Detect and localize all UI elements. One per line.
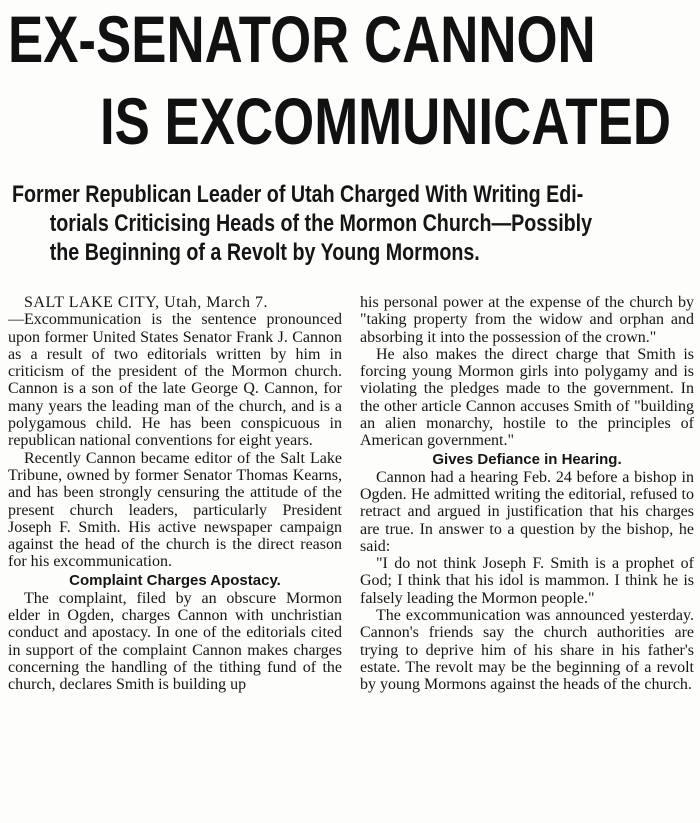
article-dateline-paragraph (8, 294, 342, 311)
article-paragraph-4: He also makes the direct charge that Smith is forcing young Mormon girls into polygamy and is violating the pledges made to the government. In the other article Cannon accuses Smith of "building an alien monarchy, hostile to the principles of American government." (360, 345, 694, 450)
article-paragraph-2: Recently Cannon became editor of the Salt Lake Tribune, owned by former Senator Thomas Kearns, and has been strongly censuring the attitude of the present church leaders, particularly President Joseph F. Smith. His active newspaper campaign against the head of the church is the direct reason for his excommunication. (8, 449, 342, 571)
dateline: SALT LAKE CITY, Utah, March 7. (24, 294, 269, 311)
article-column-left (8, 294, 342, 694)
article-paragraph-3: The complaint, filed by an obscure Mormon elder in Ogden, charges Cannon with unchristian conduct and apostacy. In one of the editorials cited in support of the complaint Cannon makes charges concerning the handling of the tithing fund of the church, declares Smith is building up (8, 589, 342, 694)
headline-line-2: IS EXCOMMUNICATED (100, 84, 672, 158)
article-paragraph-7: The excommunication was announced yesterday. Cannon's friends say the church authorities are trying to deprive him of his share in his father's estate. The revolt may be the beginning of a revolt by young Mormons against the heads of the church. (360, 607, 694, 694)
deck-line-1: Former Republican Leader of Utah Charged With Writing Edi- (12, 181, 584, 208)
section-subhead-complaint: Complaint Charges Apostacy. (69, 571, 281, 589)
deck-line-2: torials Criticising Heads of the Mormon Church—Possibly (49, 210, 593, 237)
headline-line-1: EX-SENATOR CANNON (8, 2, 596, 76)
deck-line-3: the Beginning of a Revolt by Young Mormons. (49, 239, 480, 266)
article-column-right (360, 294, 694, 694)
article-paragraph-5: Cannon had a hearing Feb. 24 before a bishop in Ogden. He admitted writing the editorial, refused to retract and argued in justification that his charges are true. In answer to a question by the bishop, he said: (360, 468, 694, 555)
article-paragraph-1: —Excommunication is the sentence pronounced upon former United States Senator Frank J. Cannon as a result of two editorials written by him in criticism of the president of the Mormon church. Cannon is a son of the late George Q. Cannon, for many years the leading man of the church, and is a polygamous child. He has been conspicuous in republican national conventions for eight years. (8, 311, 342, 450)
article-paragraph-3-continued: his personal power at the expense of the church by "taking property from the widow and orphan and absorbing it into the possession of the crown." (360, 294, 694, 346)
section-subhead-defiance: Gives Defiance in Hearing. (432, 450, 622, 468)
subheadline-deck (12, 180, 684, 267)
article-paragraph-6: "I do not think Joseph F. Smith is a prophet of God; I think that his idol is mammon. I think he is falsely leading the Mormon people." (360, 555, 694, 607)
